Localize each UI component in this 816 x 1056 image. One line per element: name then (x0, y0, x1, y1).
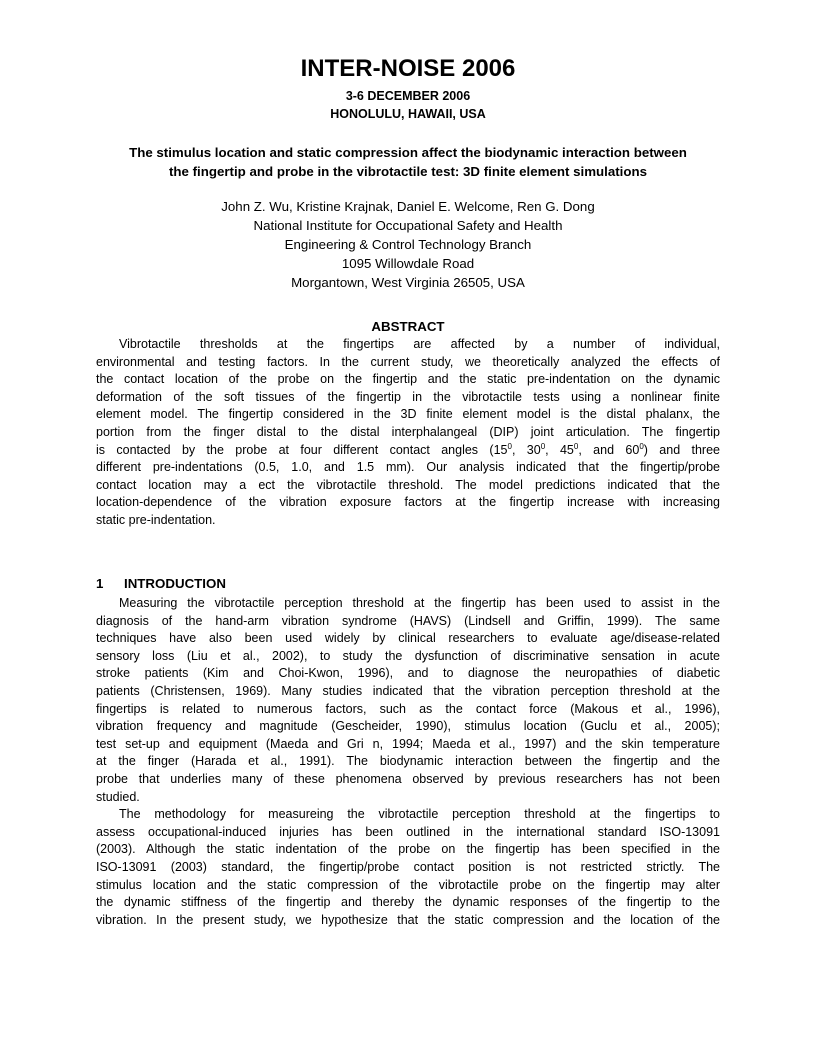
intro-line: stroke patients (Kim and Choi-Kwon, 1996), and to diagnose the neuropathies of diabetic (96, 666, 720, 681)
abstract-line: location-dependence of the vibration exposure factors at the fingertip increase with increasing (96, 495, 720, 510)
conference-location: HONOLULU, HAWAII, USA (330, 107, 486, 121)
intro-line: the dynamic stiffness of the fingertip and thereby the dynamic responses of the fingertip to the (96, 895, 720, 910)
intro-line: ISO-13091 (2003) standard, the fingertip/probe contact position is not restricted strictly. The (96, 859, 720, 874)
intro-line: stimulus location and the static compression of the vibrotactile probe on the fingertip may alter (96, 877, 720, 892)
abstract-line: portion from the finger distal to the distal interphalangeal (DIP) joint articulation. The fingertip (96, 424, 720, 439)
intro-line: at the finger (Harada et al., 1991). The biodynamic interaction between the fingertip and the (96, 754, 720, 769)
affiliation-line: Morgantown, West Virginia 26505, USA (291, 275, 525, 290)
intro-line: vibration. In the present study, we hypothesize that the static compression and the location of the (96, 912, 720, 927)
conference-title: INTER-NOISE 2006 (300, 55, 516, 82)
intro-line: vibration frequency and magnitude (Gescheider, 1990), stimulus location (Guclu et al., 2005); (96, 719, 720, 734)
abstract-line: environmental and testing factors. In the current study, we theoretically analyzed the effects of (96, 354, 720, 369)
abstract-line: static pre-indentation. (96, 512, 216, 527)
abstract-line: different pre-indentations (0.5, 1.0, and 1.5 mm). Our analysis indicated that the fingertip/probe (96, 460, 720, 475)
intro-line: techniques have also been used widely by clinical researchers to evaluate age/disease-related (96, 631, 720, 646)
intro-line: test set-up and equipment (Maeda and Gri n, 1994; Maeda et al., 1997) and the skin temperature (96, 736, 720, 751)
abstract-line-start: is contacted by the probe at four different contact angles (15 (96, 442, 508, 457)
angle-value: 45 (559, 442, 574, 457)
affiliation-line: National Institute for Occupational Safety and Health (253, 218, 563, 233)
introduction-body (96, 595, 720, 929)
section-title: INTRODUCTION (124, 576, 226, 591)
intro-line: assess occupational-induced injuries has been outlined in the international standard ISO-13091 (96, 824, 720, 839)
abstract-line: deformation of the soft tissues of the fingertip in the vibrotactile tests using a nonlinear finite (96, 389, 720, 404)
conference-dates: 3-6 DECEMBER 2006 (345, 89, 471, 103)
degree-superscript: 0 (507, 441, 512, 451)
abstract-line: contact location may a ect the vibrotactile threshold. The model predictions indicated that the (96, 477, 720, 492)
author-list: John Z. Wu, Kristine Krajnak, Daniel E. Welcome, Ren G. Dong (221, 199, 595, 214)
affiliation-line: Engineering & Control Technology Branch (284, 237, 532, 252)
section-number: 1 (96, 576, 104, 591)
intro-line: diagnosis of the hand-arm vibration syndrome (HAVS) (Lindsell and Griffin, 1999). The same (96, 613, 720, 628)
angle-value: 30 (526, 442, 541, 457)
abstract-body (96, 336, 720, 530)
angle-separator: ) and three (643, 442, 720, 457)
section-heading-introduction (96, 574, 226, 593)
intro-line: sensory loss (Liu et al., 2002), to study the dysfunction of discriminative sensation in acute (96, 648, 720, 663)
angle-separator: , (545, 442, 560, 457)
degree-superscript: 0 (540, 441, 546, 451)
affiliation-line: 1095 Willowdale Road (341, 256, 475, 271)
abstract-line: Vibrotactile thresholds at the fingertips are affected by a number of individual, (119, 337, 720, 351)
abstract-line-with-angles (96, 442, 720, 460)
angle-separator: , (511, 442, 527, 457)
intro-line: patients (Christensen, 1969). Many studies indicated that the vibration perception threshold at the (96, 683, 720, 698)
abstract-line: the contact location of the probe on the fingertip and the static pre-indentation on the dynamic (96, 372, 720, 387)
degree-superscript: 0 (573, 441, 579, 451)
abstract-heading: ABSTRACT (371, 319, 445, 334)
abstract-line: element model. The fingertip considered in the 3D finite element model is the distal phalanx, the (96, 407, 720, 422)
paper-title-line: the fingertip and probe in the vibrotactile test: 3D finite element simulations (168, 164, 647, 179)
intro-line: fingertips is related to numerous factors, such as the contact force (Makous et al., 1996), (96, 701, 720, 716)
paper-title-line: The stimulus location and static compression affect the biodynamic interaction between (129, 145, 687, 160)
angle-separator: , and (578, 442, 626, 457)
intro-line: Measuring the vibrotactile perception threshold at the fingertip has been used to assist in the (119, 596, 720, 610)
degree-superscript: 0 (639, 441, 644, 451)
intro-line: The methodology for measureing the vibrotactile perception threshold at the fingertips to (119, 807, 720, 822)
intro-line: studied. (96, 789, 140, 804)
intro-line: (2003). Although the static indentation of the probe on the fingertip has been specified in the (96, 842, 720, 857)
intro-line: probe that underlies many of these phenomena observed by previous researchers has not been (96, 771, 720, 786)
angle-value: 60 (625, 442, 640, 457)
